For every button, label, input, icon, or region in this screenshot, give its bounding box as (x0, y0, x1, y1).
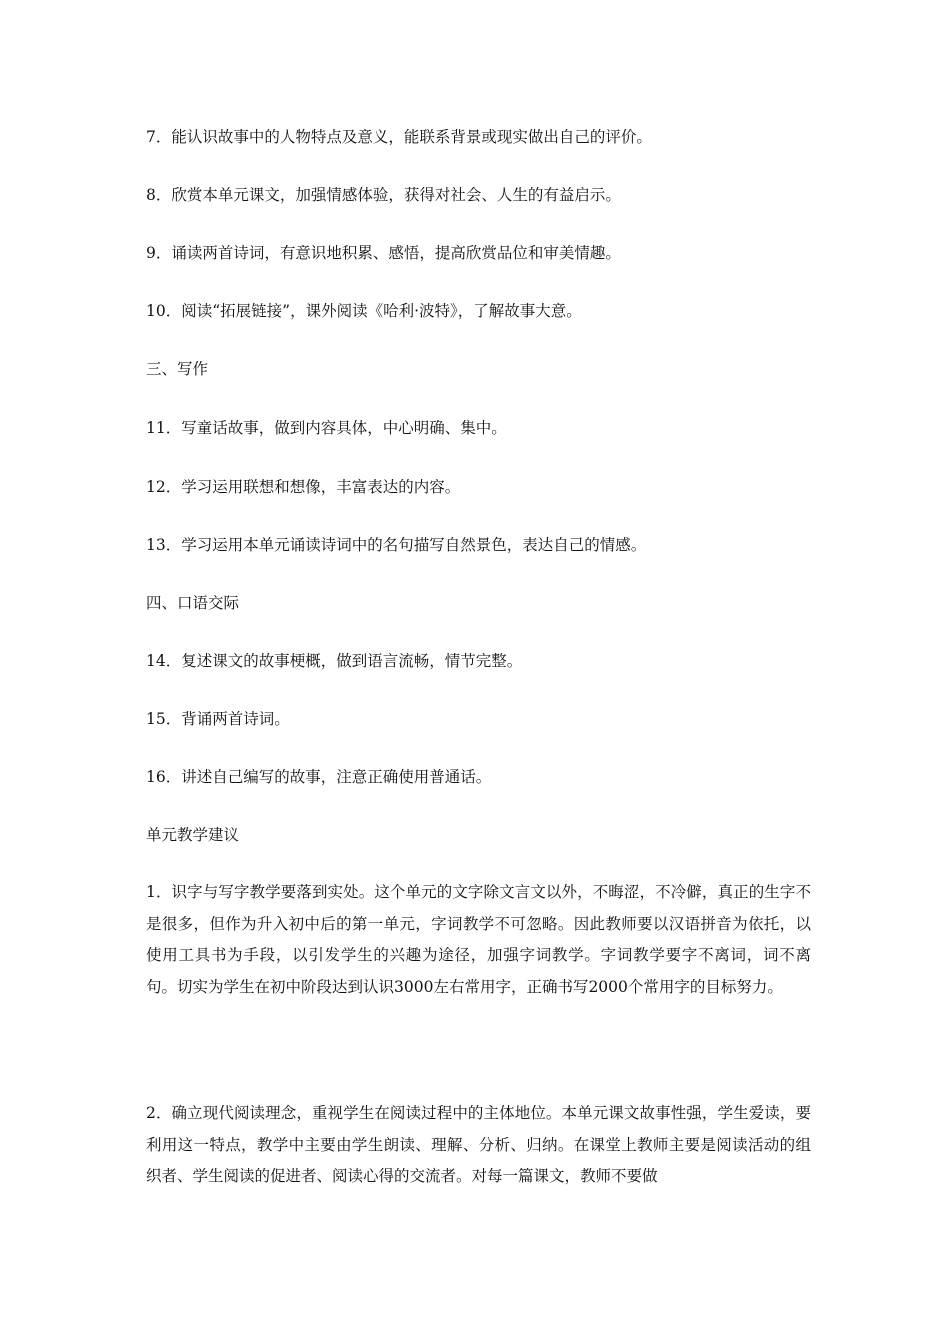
objective-12: 12．学习运用联想和想像，丰富表达的内容。 (146, 478, 461, 496)
objective-15: 15．背诵两首诗词。 (146, 710, 290, 728)
objective-7: 7．能认识故事中的人物特点及意义，能联系背景或现实做出自己的评价。 (146, 128, 652, 146)
objective-16: 16．讲述自己编写的故事，注意正确使用普通话。 (146, 768, 492, 786)
section-heading-suggestions: 单元教学建议 (146, 826, 240, 844)
objective-9: 9．诵读两首诗词，有意识地积累、感悟，提高欣赏品位和审美情趣。 (146, 244, 621, 262)
suggestion-paragraph-2: 2．确立现代阅读理念，重视学生在阅读过程中的主体地位。本单元课文故事性强，学生爱读，要利用这一特点，教学中主要由学生朗读、理解、分析、归纳。在课堂上教师主要是阅读活动的组织者、学生阅读的促进者、阅读心得的交流者。对每一篇课文，教师不要做 (146, 1104, 811, 1185)
objective-13: 13．学习运用本单元诵读诗词中的名句描写自然景色，表达自己的情感。 (146, 536, 647, 554)
objective-11: 11．写童话故事，做到内容具体，中心明确、集中。 (146, 419, 507, 437)
section-heading-oral: 四、口语交际 (146, 594, 240, 612)
suggestion-paragraph-1: 1．识字与写字教学要落到实处。这个单元的文字除文言文以外，不晦涩，不冷僻，真正的生字不是很多，但作为升入初中后的第一单元，字词教学不可忽略。因此教师要以汉语拼音为依托，以使用工具书为手段，以引发学生的兴趣为途径，加强字词教学。字词教学要字不离词，词不离句。切实为学生在初中阶段达到认识3000左右常用字，正确书写2000个常用字的目标努力。 (146, 883, 811, 996)
objective-8: 8．欣赏本单元课文，加强情感体验，获得对社会、人生的有益启示。 (146, 186, 621, 204)
objective-14: 14．复述课文的故事梗概，做到语言流畅，情节完整。 (146, 652, 523, 670)
section-heading-writing: 三、写作 (146, 360, 209, 378)
objective-10: 10．阅读“拓展链接”，课外阅读《哈利·波特》，了解故事大意。 (146, 302, 582, 320)
